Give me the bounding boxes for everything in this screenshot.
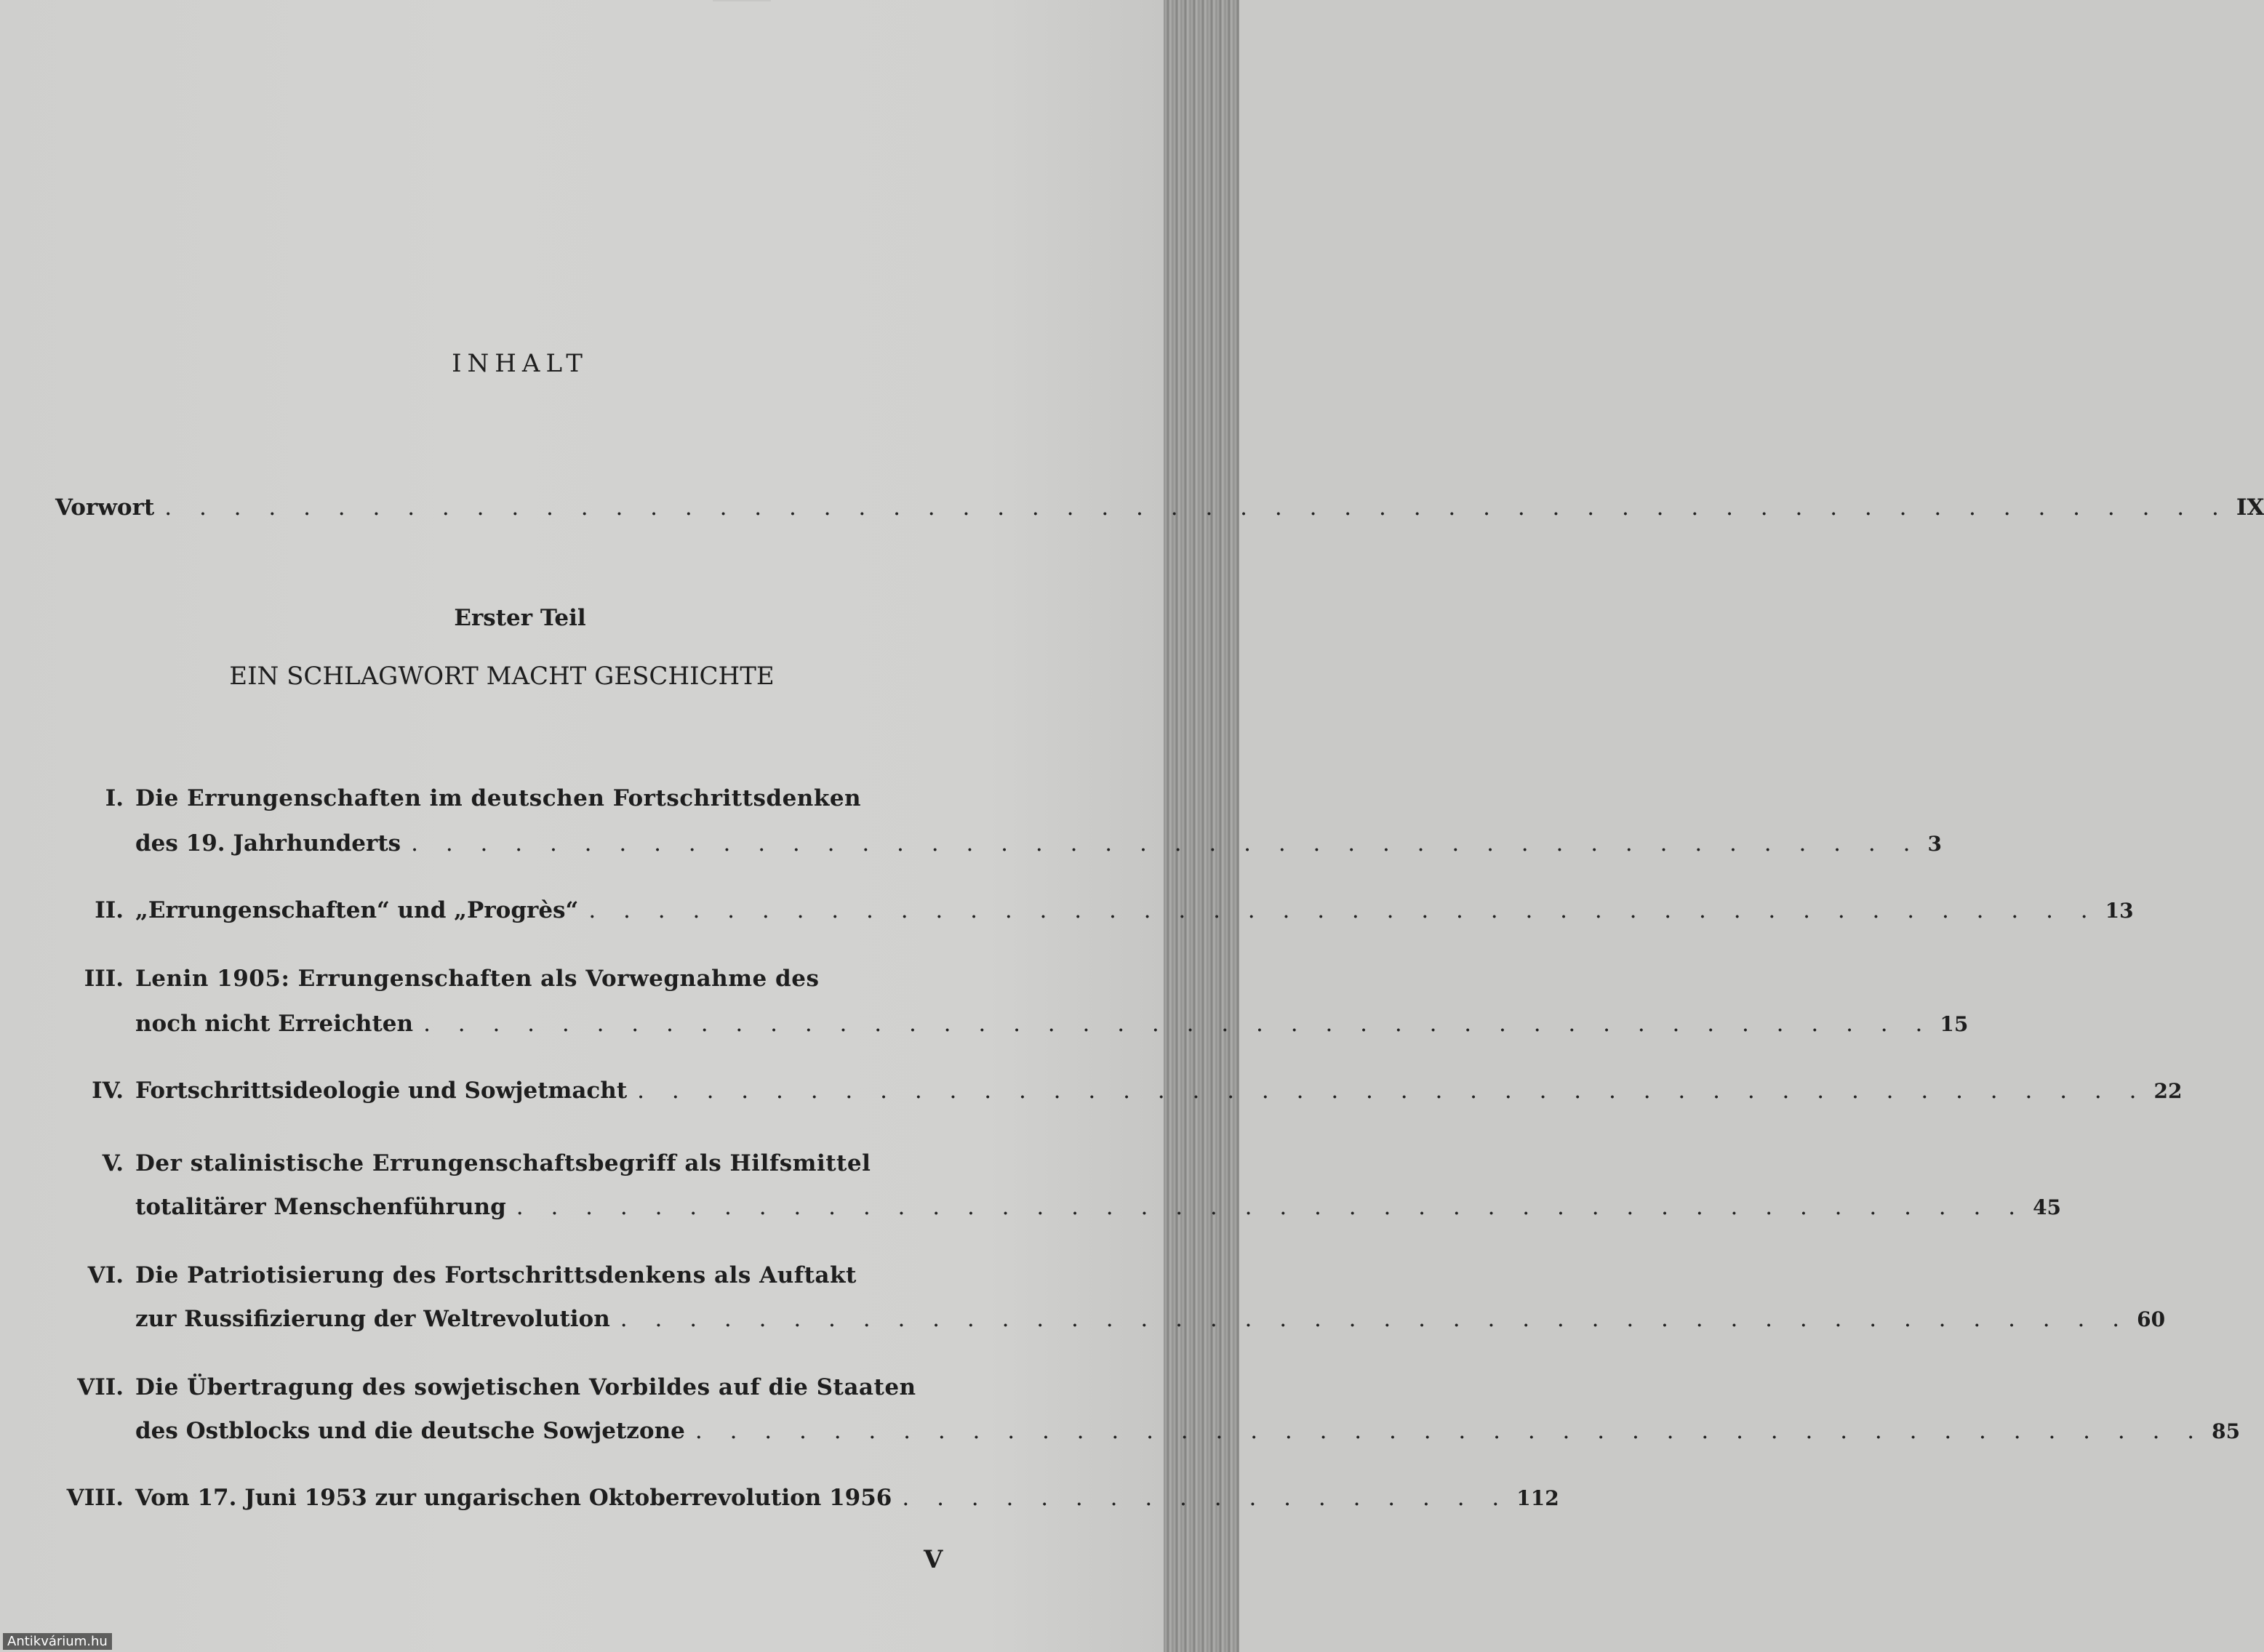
chapter-page: 15	[1940, 1012, 1969, 1036]
leader-dots: . . . . . . . . . . . . . . . . . . . . . . . . . . . . . . . . . . . . . . . . . . . .	[620, 1306, 2130, 1332]
chapter-page: 13	[2105, 899, 2134, 923]
chapter-title-line: Fortschrittsideologie und Sowjetmacht	[135, 1078, 628, 1104]
chapter-number: V.	[102, 1150, 124, 1176]
toc-entry-chapter-3[interactable]	[135, 1011, 1969, 1037]
chapter-number: VI.	[87, 1262, 124, 1288]
watermark: Antikvárium.hu	[3, 1633, 112, 1650]
chapter-title-line[interactable]: Der stalinistische Errungenschaftsbegriff als Hilfsmittel	[135, 1150, 871, 1176]
chapter-page: 112	[1516, 1486, 1559, 1510]
page-number: V	[924, 1545, 943, 1574]
chapter-number: III.	[84, 966, 124, 992]
chapter-page: 45	[2033, 1195, 2062, 1219]
chapter-title-line: Vom 17. Juni 1953 zur ungarischen Oktoberrevolution 1956	[135, 1485, 892, 1511]
chapter-page: 60	[2137, 1307, 2166, 1331]
chapter-title-line[interactable]: Lenin 1905: Errungenschaften als Vorwegnahme des	[135, 966, 820, 992]
leader-dots: . . . . . . . . . . . . . . . . . . . . . . . . . . . . . . . . . . . . . . . . . . . .	[637, 1078, 2147, 1104]
chapter-title-line: zur Russifizierung der Weltrevolution	[135, 1306, 610, 1332]
toc-entry-chapter-6[interactable]	[135, 1306, 2166, 1332]
chapter-number: VIII.	[66, 1485, 124, 1511]
chapter-number: VII.	[77, 1374, 124, 1400]
leader-dots: . . . . . . . . . . . . . . . . . . . . . . . . . . . . . . . . . . . . . . . . . . . . . . . . . . . . . . . . . . . .	[164, 494, 2229, 521]
chapter-number: I.	[105, 785, 124, 811]
chapter-title-line: noch nicht Erreichten	[135, 1011, 414, 1037]
toc-entry-chapter-8[interactable]	[135, 1485, 1559, 1511]
chapter-page: 3	[1927, 832, 1942, 856]
leader-dots: . . . . . . . . . . . . . . . . . . . . . . . . . . . . . . . . . . . . . . . . . . . .	[588, 897, 2098, 923]
leader-dots: . . . . . . . . . . . . . . . . . . . . . . . . . . . . . . . . . . . . . . . . . . . .	[423, 1011, 1933, 1037]
preface-label: Vorwort	[55, 494, 155, 521]
toc-entry-chapter-2[interactable]	[135, 897, 2134, 923]
chapter-title-line[interactable]: Die Errungenschaften im deutschen Fortschrittsdenken	[135, 785, 862, 811]
chapter-number: IV.	[92, 1078, 124, 1104]
page-edge	[1164, 0, 1239, 1652]
part-label: Erster Teil	[454, 605, 586, 631]
toc-entry-chapter-5[interactable]	[135, 1194, 2062, 1220]
toc-entry-preface[interactable]	[55, 494, 2264, 521]
preface-page: IX	[2236, 494, 2264, 521]
leader-dots: . . . . . . . . . . . . . . . . . . . . . . . . . . . . . . . . . . . . . . . . . . . .	[516, 1194, 2026, 1220]
chapter-title-line: des 19. Jahrhunderts	[135, 830, 401, 857]
chapter-page: 22	[2153, 1079, 2183, 1103]
chapter-title-line: totalitärer Menschenführung	[135, 1194, 506, 1220]
part-title: EIN SCHLAGWORT MACHT GESCHICHTE	[229, 662, 775, 691]
chapter-page: 85	[2212, 1419, 2241, 1443]
toc-entry-chapter-4[interactable]	[135, 1078, 2183, 1104]
bleed-through-mark	[713, 0, 771, 1]
toc-entry-chapter-7[interactable]	[135, 1418, 2241, 1444]
leader-dots: . . . . . . . . . . . . . . . . . . . . . . . . . . . . . . . . . . . . . . . . . . . .	[411, 830, 1921, 857]
contents-heading: INHALT	[452, 349, 588, 378]
chapter-title-line[interactable]: Die Übertragung des sowjetischen Vorbildes auf die Staaten	[135, 1374, 916, 1400]
chapter-title-line[interactable]: Die Patriotisierung des Fortschrittsdenkens als Auftakt	[135, 1262, 857, 1288]
chapter-title-line: „Errungenschaften“ und „Progrès“	[135, 897, 579, 923]
leader-dots: . . . . . . . . . . . . . . . . . .	[902, 1485, 1510, 1511]
chapter-title-line: des Ostblocks und die deutsche Sowjetzone	[135, 1418, 685, 1444]
chapter-number: II.	[95, 897, 124, 923]
toc-entry-chapter-1[interactable]	[135, 830, 1942, 857]
leader-dots: . . . . . . . . . . . . . . . . . . . . . . . . . . . . . . . . . . . . . . . . . . . .	[695, 1418, 2205, 1444]
